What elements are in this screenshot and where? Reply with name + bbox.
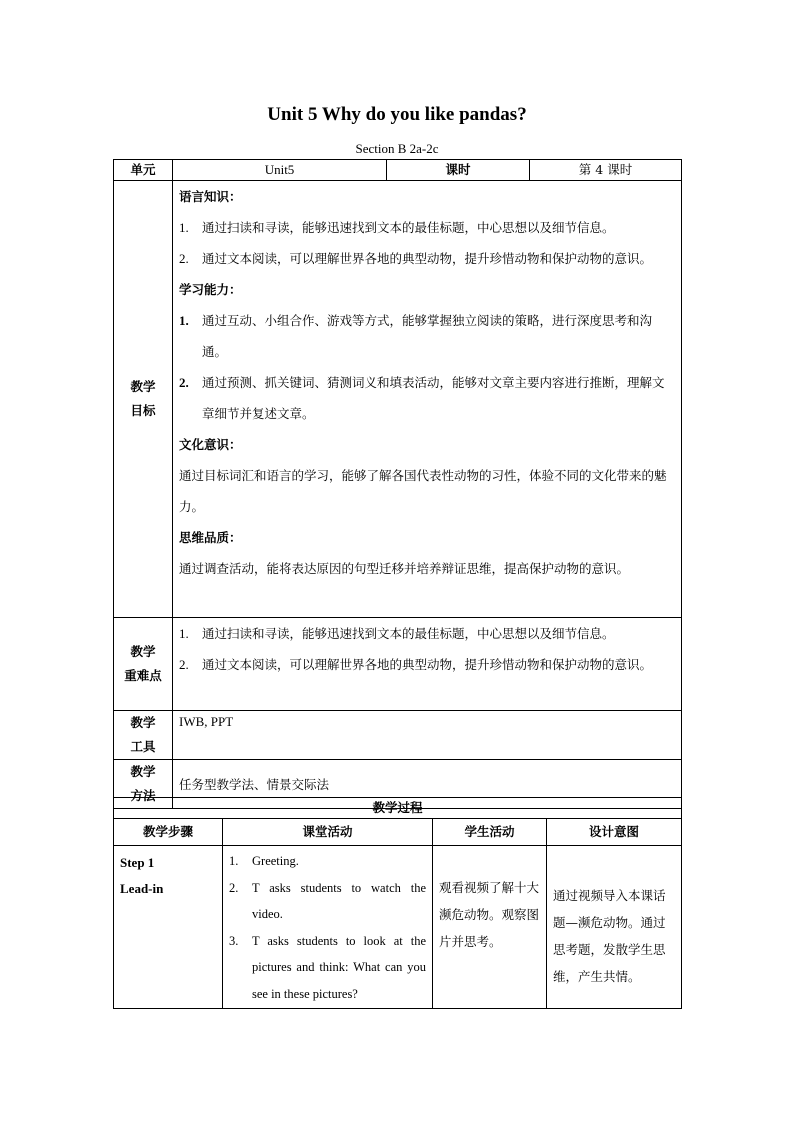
lesson-plan-table	[113, 159, 682, 809]
objectives-content	[173, 181, 682, 618]
column-step: 教学步骤	[114, 819, 223, 846]
step-title: Step 1	[120, 855, 155, 870]
objectives-label-text: 教学 目标	[130, 379, 156, 418]
activity-cell	[223, 846, 433, 1009]
period-label: 课时	[387, 160, 530, 181]
tools-row	[114, 711, 682, 760]
process-heading: 教学过程	[114, 798, 682, 819]
unit-info-row	[114, 160, 682, 181]
key-point-item: 2. 通过文本阅读，可以理解世界各地的典型动物，提升珍惜动物和保护动物的意识。	[179, 657, 653, 672]
key-points-content	[173, 618, 682, 711]
column-intent: 设计意图	[547, 819, 682, 846]
activity-item: 3. T asks students to look at the pictures and think: What can you see in these pictures?	[229, 933, 426, 1001]
step-name: Lead-in	[120, 881, 164, 896]
thinking-heading: 思维品质：	[179, 530, 242, 545]
step-cell	[114, 846, 223, 1009]
ability-item: 1. 通过互动、小组合作、游戏等方式，能够掌握独立阅读的策略，进行深度思考和沟通。	[179, 313, 653, 359]
tools-value: IWB, PPT	[173, 711, 682, 760]
culture-text: 通过目标词汇和语言的学习，能够了解各国代表性动物的习性，体验不同的文化带来的魅力。	[179, 468, 667, 514]
ability-heading: 学习能力：	[179, 282, 242, 297]
process-heading-row	[114, 798, 682, 819]
key-points-label	[114, 618, 173, 711]
period-value: 第 4 课时	[530, 160, 682, 181]
key-points-label-text: 教学 重难点	[124, 644, 162, 683]
tools-label-text: 教学 工具	[130, 715, 156, 754]
culture-heading: 文化意识：	[179, 437, 242, 452]
language-item: 1. 通过扫读和寻读，能够迅速找到文本的最佳标题，中心思想以及细节信息。	[179, 220, 615, 235]
document-title: Unit 5 Why do you like pandas?	[267, 104, 527, 125]
language-item: 2. 通过文本阅读，可以理解世界各地的典型动物，提升珍惜动物和保护动物的意识。	[179, 251, 653, 266]
unit-label: 单元	[114, 160, 173, 181]
methods-label-text: 教学 方法	[130, 764, 156, 803]
document-subtitle: Section B 2a-2c	[355, 141, 439, 156]
ability-item: 2. 通过预测、抓关键词、猜测词义和填表活动，能够对文章主要内容进行推断，理解文章细节并复述文章。	[179, 375, 665, 421]
language-heading: 语言知识：	[179, 189, 242, 204]
key-point-item: 1. 通过扫读和寻读，能够迅速找到文本的最佳标题，中心思想以及细节信息。	[179, 626, 615, 641]
unit-value: Unit5	[173, 160, 387, 181]
process-table	[113, 797, 682, 1009]
thinking-text: 通过调查活动，能将表达原因的句型迁移并培养辩证思维，提高保护动物的意识。	[179, 561, 630, 576]
objectives-row	[114, 181, 682, 618]
column-student: 学生活动	[433, 819, 547, 846]
objectives-label	[114, 181, 173, 618]
activity-item: 2. T asks students to watch the video.	[229, 880, 426, 921]
intent-cell: 通过视频导入本课话题—濒危动物。通过思考题，发散学生思维，产生共情。	[547, 846, 682, 1009]
activity-item: 1. Greeting.	[229, 854, 299, 868]
tools-label	[114, 711, 173, 760]
process-columns-row	[114, 819, 682, 846]
student-cell: 观看视频了解十大濒危动物。观察图片并思考。	[433, 846, 547, 1009]
column-activity: 课堂活动	[223, 819, 433, 846]
step-row	[114, 846, 682, 1009]
methods-value: 任务型教学法、情景交际法	[173, 760, 682, 809]
key-points-row	[114, 618, 682, 711]
